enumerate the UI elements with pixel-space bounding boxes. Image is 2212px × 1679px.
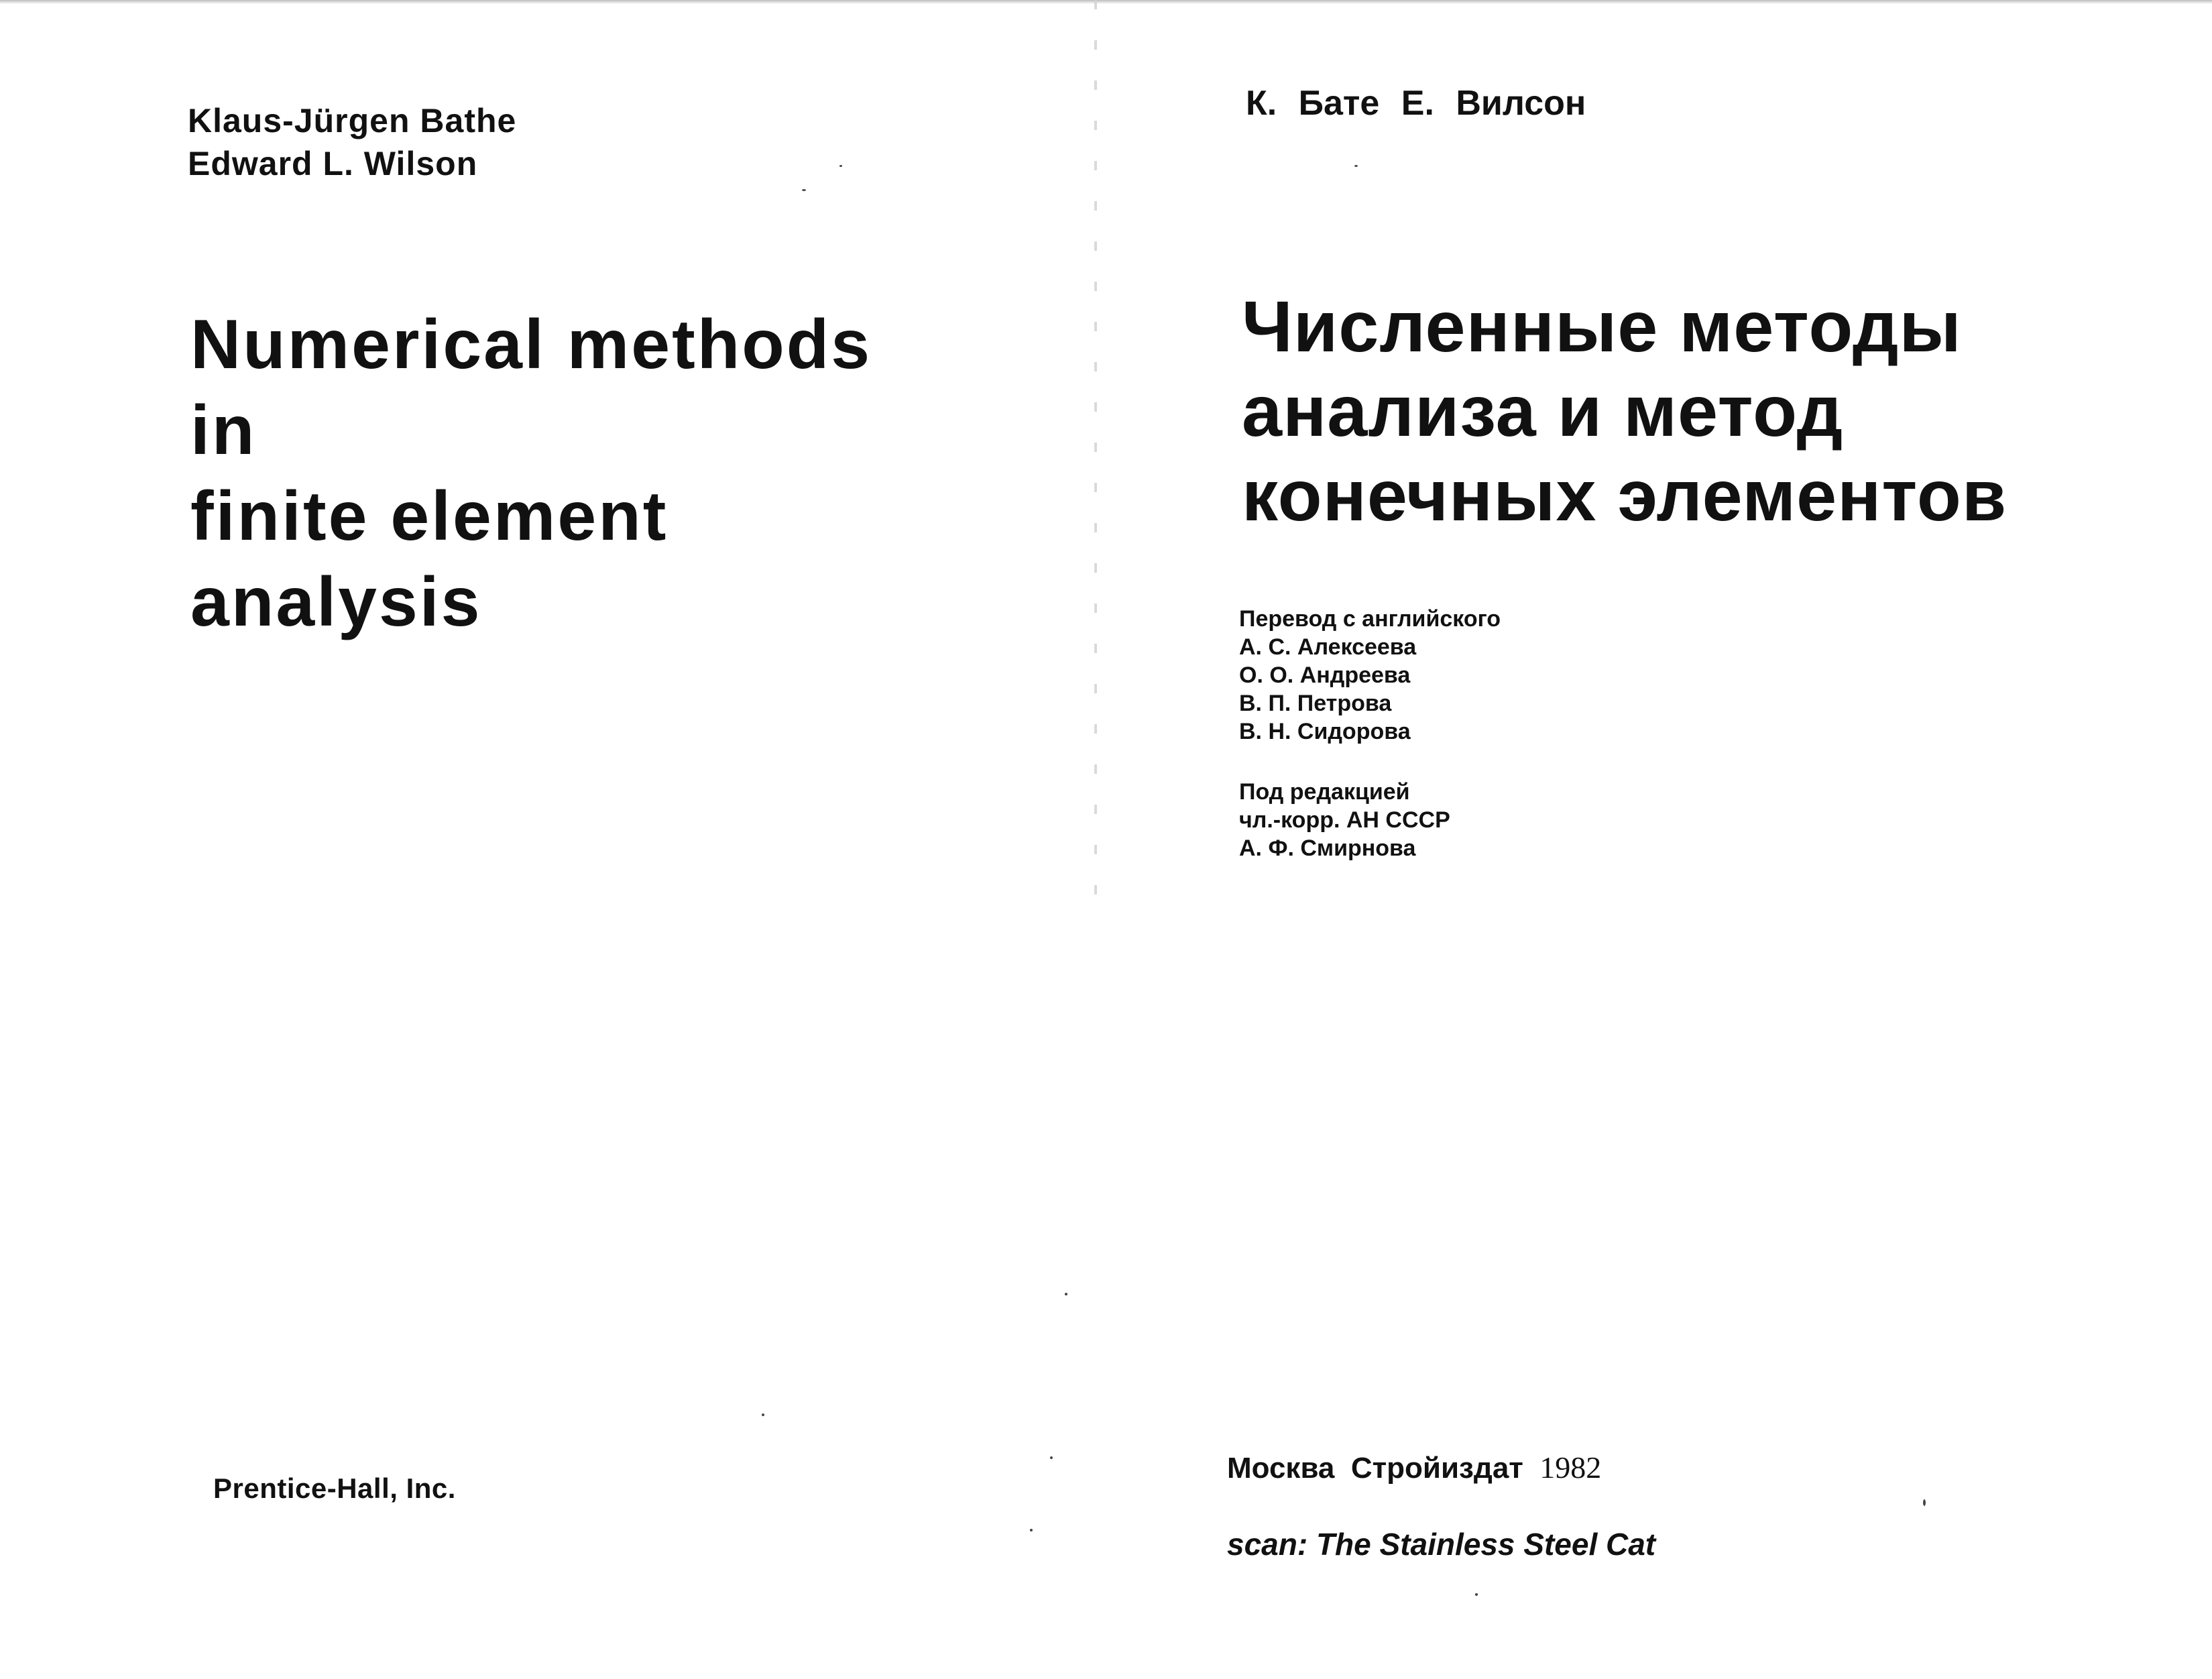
page-gutter [1094,0,1097,912]
editor-name: А. Ф. Смирнова [1239,835,1416,861]
russian-imprint [1227,1450,1601,1485]
scan-credit: scan: The Stainless Steel Cat [1227,1527,1656,1562]
left-page [0,0,1094,1679]
translator: В. Н. Сидорова [1239,719,1411,744]
scan-speck [762,1413,764,1416]
author-2: Edward L. Wilson [188,145,478,182]
scan-speck [1354,165,1358,167]
author-1: Klaus-Jürgen Bathe [188,102,517,139]
translation-heading: Перевод с английского [1239,606,1501,632]
english-authors [188,99,516,185]
imprint-city: Москва [1227,1452,1335,1485]
english-publisher: Prentice-Hall, Inc. [213,1472,456,1504]
scan-speck [1030,1529,1033,1531]
imprint-publisher: Стройиздат [1350,1452,1523,1485]
title-line-2: in [190,392,257,469]
title-line-2: анализа и метод [1242,370,1844,451]
editor-title: чл.-корр. АН СССР [1239,807,1450,833]
scan-speck [1065,1293,1067,1295]
translation-credits [1239,605,1501,746]
right-page [1100,0,2212,1679]
english-title [190,302,872,645]
scan-speck [802,189,806,191]
title-line-1: Numerical methods [190,306,872,384]
translator: А. С. Алексеева [1239,634,1417,660]
translator: В. П. Петрова [1239,691,1392,716]
title-line-3: finite element [190,477,668,555]
title-line-4: analysis [190,563,482,641]
scan-speck [839,165,842,167]
title-line-3: конечных элементов [1242,455,2007,536]
editor-heading: Под редакцией [1239,779,1410,805]
editor-credits [1239,778,1450,862]
russian-authors: К. Бате Е. Вилсон [1246,84,1586,123]
scan-speck [1050,1456,1053,1459]
imprint-year: 1982 [1539,1450,1602,1485]
russian-title [1242,284,2007,538]
title-line-1: Численные методы [1242,286,1962,367]
translator: О. О. Андреева [1239,662,1411,688]
scan-speck [1475,1593,1478,1596]
scan-speck [1923,1499,1926,1506]
